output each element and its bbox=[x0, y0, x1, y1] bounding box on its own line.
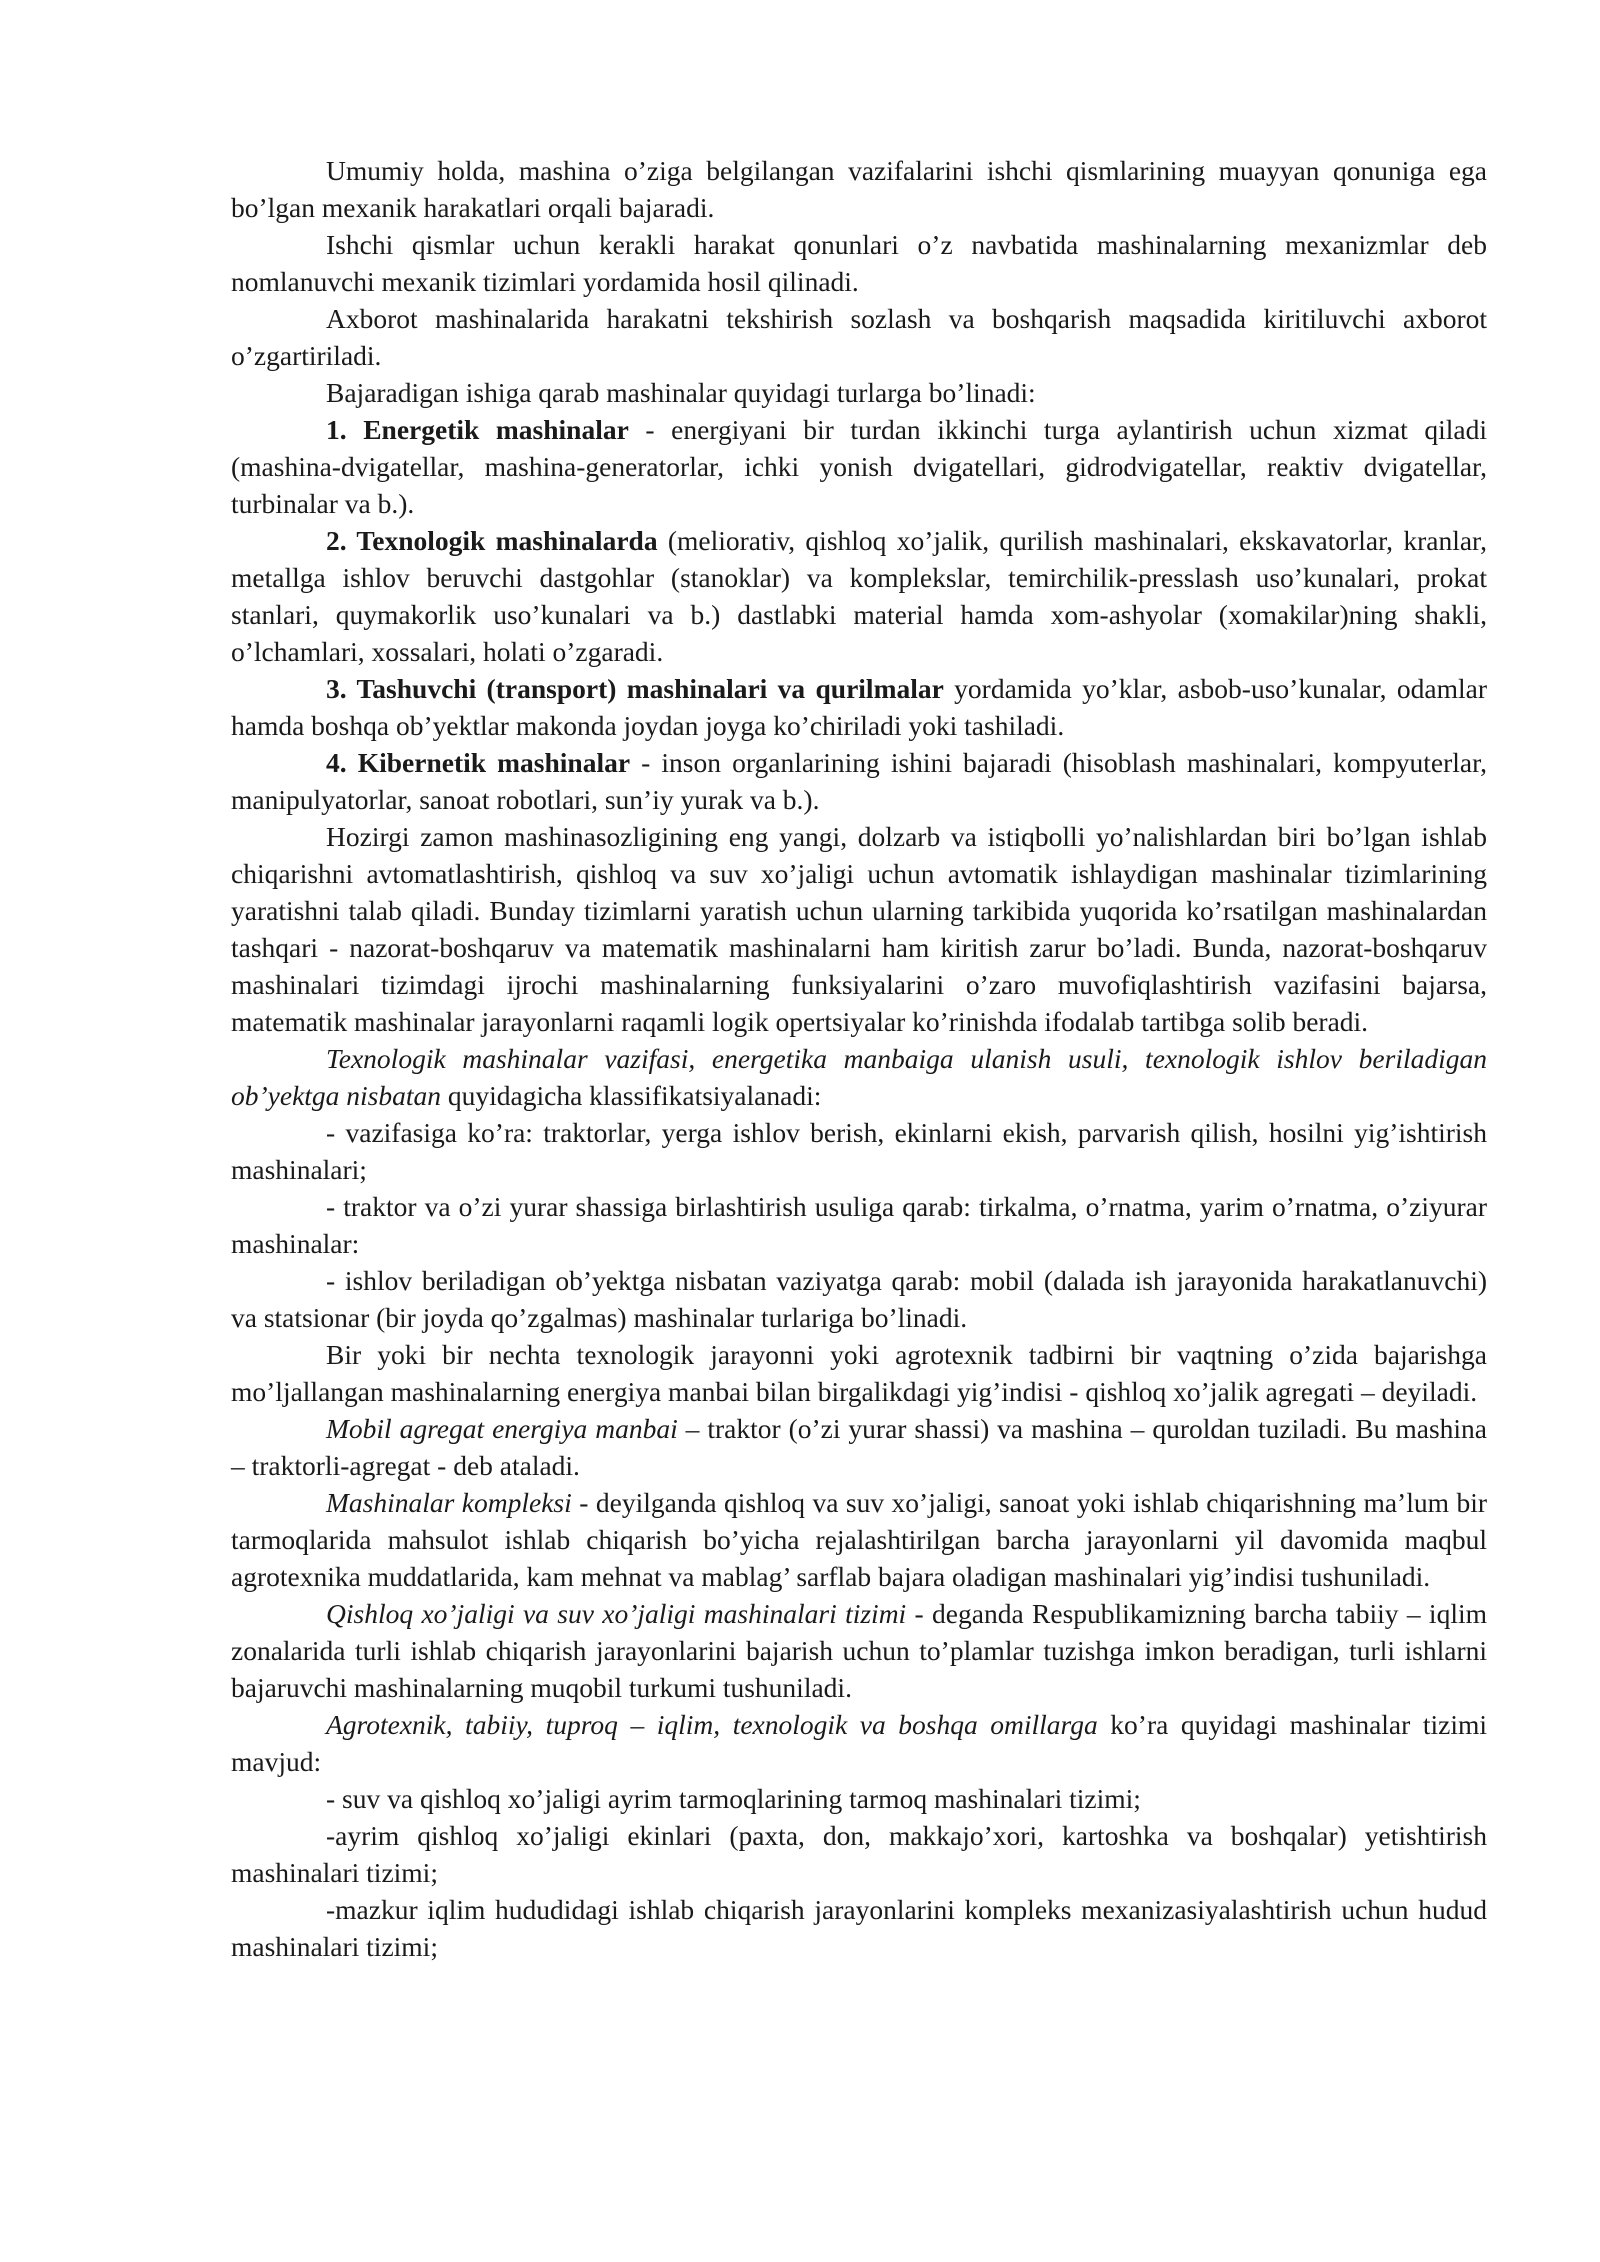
paragraph-text: - ishlov beriladigan ob’yektga nisbatan vaziyatga qarab: mobil (dalada ish jarayonida harakatlanuvchi) va statsionar (bir joyda qo’zgalmas) mashinalar turlariga bo’linadi. bbox=[231, 1265, 1487, 1333]
paragraph-text: quyidagicha klassifikatsiyalanadi: bbox=[441, 1080, 822, 1111]
paragraph-text: Bir yoki bir nechta texnologik jarayonni yoki agrotexnik tadbirni bir vaqtning o’zida bajarishga mo’ljallangan mashinalarning energiya manbai bilan birgalikdagi yig’indisi - qishloq xo’jalik agregati – deyiladi. bbox=[231, 1339, 1487, 1407]
paragraph-text: -mazkur iqlim hududidagi ishlab chiqarish jarayonlarini kompleks mexanizasiyalashtirish uchun hudud mashinalari tizimi; bbox=[231, 1894, 1487, 1962]
paragraph-text: Umumiy holda, mashina o’ziga belgilangan vazifalarini ishchi qismlarining muayyan qonuniga ega bo’lgan mexanik harakatlari orqali bajaradi. bbox=[231, 155, 1487, 223]
paragraph bbox=[231, 1114, 1487, 1188]
paragraph-text: (meliorativ, qishloq xo’jalik, qurilish mashinalari, ekskavatorlar, kranlar, metallga ishlov beruvchi dastgohlar (stanoklar) va komplekslar, temirchilik-presslash uso’kunalari, prokat stanlari, quymakorlik uso’kunalari va b.) dastlabki material hamda xom-ashyolar (xomakilar)ning shakli, o’lchamlari, xossalari, holati o’zgaradi. bbox=[231, 525, 1487, 667]
paragraph bbox=[231, 226, 1487, 300]
paragraph-text: - deyilganda qishloq va suv xo’jaligi, sanoat yoki ishlab chiqarishning ma’lum bir tarmoqlarida mahsulot ishlab chiqarish bo’yicha rejalashtirilgan barcha jarayonlarni yil davomida maqbul agrotexnika muddatlarida, kam mehnat va mablag’ sarflab bajara oladigan mashinalari yig’indisi tushuniladi. bbox=[231, 1487, 1487, 1592]
paragraph bbox=[231, 1817, 1487, 1891]
paragraph bbox=[231, 1891, 1487, 1965]
italic-term: Agrotexnik, tabiiy, tuproq – iqlim, texnologik va boshqa omillarga bbox=[326, 1709, 1098, 1740]
paragraph-text: - deganda Respublikamizning barcha tabiiy – iqlim zonalarida turli ishlab chiqarish jarayonlarini bajarish uchun to’plamlar tuzishga imkon beradigan, turli ishlarni bajaruvchi mashinalarning muqobil turkumi tushuniladi. bbox=[231, 1598, 1487, 1703]
paragraph bbox=[231, 411, 1487, 522]
paragraph bbox=[231, 1595, 1487, 1706]
paragraph bbox=[231, 818, 1487, 1040]
italic-term: Mobil agregat energiya manbai bbox=[326, 1413, 678, 1444]
paragraph-text: Axborot mashinalarida harakatni tekshirish sozlash va boshqarish maqsadida kiritiluvchi axborot o’zgartiriladi. bbox=[231, 303, 1487, 371]
paragraph bbox=[231, 1336, 1487, 1410]
bold-term: 1. Energetik mashinalar bbox=[326, 414, 629, 445]
paragraph bbox=[231, 1706, 1487, 1780]
paragraph-text: yordamida yo’klar, asbob-uso’kunalar, odamlar hamda boshqa ob’yektlar makonda joydan joyga ko’chiriladi yoki tashiladi. bbox=[231, 673, 1487, 741]
bold-term: 3. Tashuvchi (transport) mashinalari va qurilmalar bbox=[326, 673, 944, 704]
paragraph-text: - vazifasiga ko’ra: traktorlar, yerga ishlov berish, ekinlarni ekish, parvarish qilish, hosilni yig’ishtirish mashinalari; bbox=[231, 1117, 1487, 1185]
paragraph-text: -ayrim qishloq xo’jaligi ekinlari (paxta, don, makkajo’xori, kartoshka va boshqalar) yetishtirish mashinalari tizimi; bbox=[231, 1820, 1487, 1888]
paragraph-text: Hozirgi zamon mashinasozligining eng yangi, dolzarb va istiqbolli yo’nalishlardan biri bo’lgan ishlab chiqarishni avtomatlashtirish, qishloq va suv xo’jaligi uchun avtomatik ishlaydigan mashinalar tizimlarining yaratishni talab qiladi. Bunday tizimlarni yaratish uchun ularning tarkibida yuqorida ko’rsatilgan mashinalardan tashqari - nazorat-boshqaruv va matematik mashinalarni ham kiritish zarur bo’ladi. Bunda, nazorat-boshqaruv mashinalari tizimdagi ijrochi mashinalarning funksiyalarini o’zaro muvofiqlashtirish vazifasini bajarsa, matematik mashinalar jarayonlarni raqamli logik opertsiyalar ko’rinishda ifodalab tartibga solib beradi. bbox=[231, 821, 1487, 1037]
paragraph bbox=[231, 1410, 1487, 1484]
paragraph bbox=[231, 374, 1487, 411]
paragraph bbox=[231, 744, 1487, 818]
paragraph-text: Bajaradigan ishiga qarab mashinalar quyidagi turlarga bo’linadi: bbox=[326, 377, 1036, 408]
paragraph-text: – traktor (o’zi yurar shassi) va mashina – quroldan tuziladi. Bu mashina – traktorli-agregat - deb ataladi. bbox=[231, 1413, 1487, 1481]
paragraph bbox=[231, 1188, 1487, 1262]
paragraph bbox=[231, 1484, 1487, 1595]
paragraph-text: - inson organlarining ishini bajaradi (hisoblash mashinalari, kompyuterlar, manipulyatorlar, sanoat robotlari, sun’iy yurak va b.). bbox=[231, 747, 1488, 815]
document-page bbox=[231, 152, 1487, 1965]
italic-term: Qishloq xo’jaligi va suv xo’jaligi mashinalari tizimi bbox=[326, 1598, 907, 1629]
paragraph-text: - suv va qishloq xo’jaligi ayrim tarmoqlarining tarmoq mashinalari tizimi; bbox=[326, 1783, 1141, 1814]
paragraph bbox=[231, 1262, 1487, 1336]
paragraph-text: - traktor va o’zi yurar shassiga birlashtirish usuliga qarab: tirkalma, o’rnatma, yarim o’rnatma, o’ziyurar mashinalar: bbox=[231, 1191, 1487, 1259]
paragraph bbox=[231, 1780, 1487, 1817]
paragraph bbox=[231, 670, 1487, 744]
bold-term: 4. Kibernetik mashinalar bbox=[326, 747, 631, 778]
paragraph bbox=[231, 522, 1487, 670]
paragraph-text: Ishchi qismlar uchun kerakli harakat qonunlari o’z navbatida mashinalarning mexanizmlar deb nomlanuvchi mexanik tizimlari yordamida hosil qilinadi. bbox=[231, 229, 1487, 297]
italic-term: Mashinalar kompleksi bbox=[326, 1487, 572, 1518]
paragraph bbox=[231, 300, 1487, 374]
paragraph-text: - energiyani bir turdan ikkinchi turga aylantirish uchun xizmat qiladi (mashina-dvigatellar, mashina-generatorlar, ichki yonish dvigatellari, gidrodvigatellar, reaktiv dvigatellar, turbinalar va b.). bbox=[231, 414, 1487, 519]
bold-term: 2. Texnologik mashinalarda bbox=[326, 525, 658, 556]
paragraph-text: ko’ra quyidagi mashinalar tizimi mavjud: bbox=[231, 1709, 1487, 1777]
italic-term: Texnologik mashinalar vazifasi, energetika manbaiga ulanish usuli, texnologik ishlov beriladigan ob’yektga nisbatan bbox=[231, 1043, 1487, 1111]
paragraph bbox=[231, 152, 1487, 226]
paragraph bbox=[231, 1040, 1487, 1114]
